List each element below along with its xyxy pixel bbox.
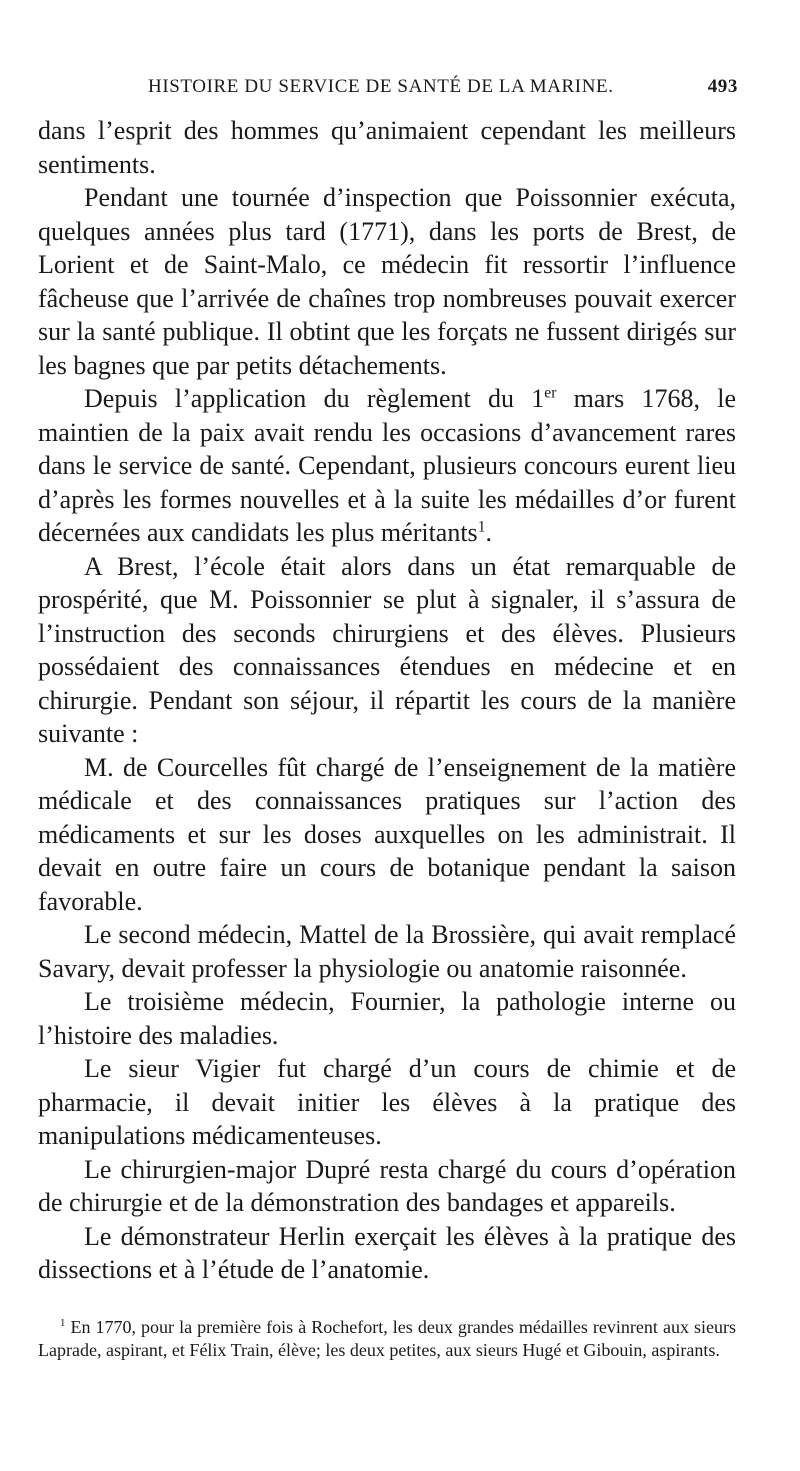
paragraph: Pendant une tournée d’inspection que Poissonnier exécuta, quelques années plus tard (1771), dans les ports de Brest, de Lorient et de Saint-Malo, ce médecin fit ressortir l’influence fâcheuse que l’arrivée de chaînes trop nombreuses pouvait exercer sur la santé publique. Il obtint que les forçats ne fussent dirigés sur les bagnes que par petits détachements. xyxy=(38,183,736,380)
paragraph: M. de Courcelles fût chargé de l’enseignement de la matière médicale et des connaissances pratiques sur l’action des médicaments et sur les doses auxquelles on les administrait. Il devait en outre faire un cours de botanique pendant la saison favorable. xyxy=(38,752,736,916)
paragraph: Le démonstrateur Herlin exerçait les élèves à la pratique des dissections et à l’étude de l’anatomie. xyxy=(38,1221,736,1284)
paragraph-text: mars 1768, le maintien de la paix avait rendu les occasions d’avancement rares dans le service de santé. Cependant, plusieurs concours eurent lieu d’après les formes nouvelles et à la suite les médailles d’or furent décernées aux candidats les plus méritants xyxy=(38,384,736,547)
footnote-paragraph xyxy=(38,1316,736,1362)
paragraph: dans l’esprit des hommes qu’animaient cependant les meilleurs sentiments. xyxy=(38,116,736,179)
main-text xyxy=(38,114,736,1287)
paragraph-text: Depuis l’application du règlement du 1 xyxy=(84,384,545,413)
paragraph-text: . xyxy=(485,518,492,547)
paragraph: Le chirurgien-major Dupré resta chargé du cours d’opération de chirurgie et de la démonstration des bandages et appareils. xyxy=(38,1154,736,1217)
footnote-text: En 1770, pour la première fois à Rochefort, les deux grandes médailles revinrent aux sieurs Laprade, aspirant, et Félix Train, élève; les deux petites, aux sieurs Hugé et Gibouin, aspirants. xyxy=(38,1317,736,1360)
superscript: er xyxy=(544,384,557,402)
paragraph: Le second médecin, Mattel de la Brossière, qui avait remplacé Savary, devait professer la physiologie ou anatomie raisonnée. xyxy=(38,920,736,983)
paragraph: A Brest, l’école était alors dans un état remarquable de prospérité, que M. Poissonnier se plut à signaler, il s’assura de l’instruction des seconds chirurgiens et des élèves. Plusieurs possédaient des connaissances étendues en médecine et en chirurgie. Pendant son séjour, il répartit les cours de la manière suivante : xyxy=(38,551,736,748)
running-title: HISTOIRE DU SERVICE DE SANTÉ DE LA MARINE. xyxy=(148,76,614,97)
footnote xyxy=(38,1316,736,1362)
paragraph xyxy=(38,382,736,550)
paragraph: Le sieur Vigier fut chargé d’un cours de chimie et de pharmacie, il devait initier les élèves à la pratique des manipulations médicamenteuses. xyxy=(38,1054,736,1150)
paragraph: Le troisième médecin, Fournier, la pathologie interne ou l’histoire des maladies. xyxy=(38,987,736,1050)
footnote-mark: 1 xyxy=(60,1317,66,1329)
page-number: 493 xyxy=(707,76,738,97)
footnote-reference: 1 xyxy=(477,518,486,536)
running-header xyxy=(148,76,738,106)
